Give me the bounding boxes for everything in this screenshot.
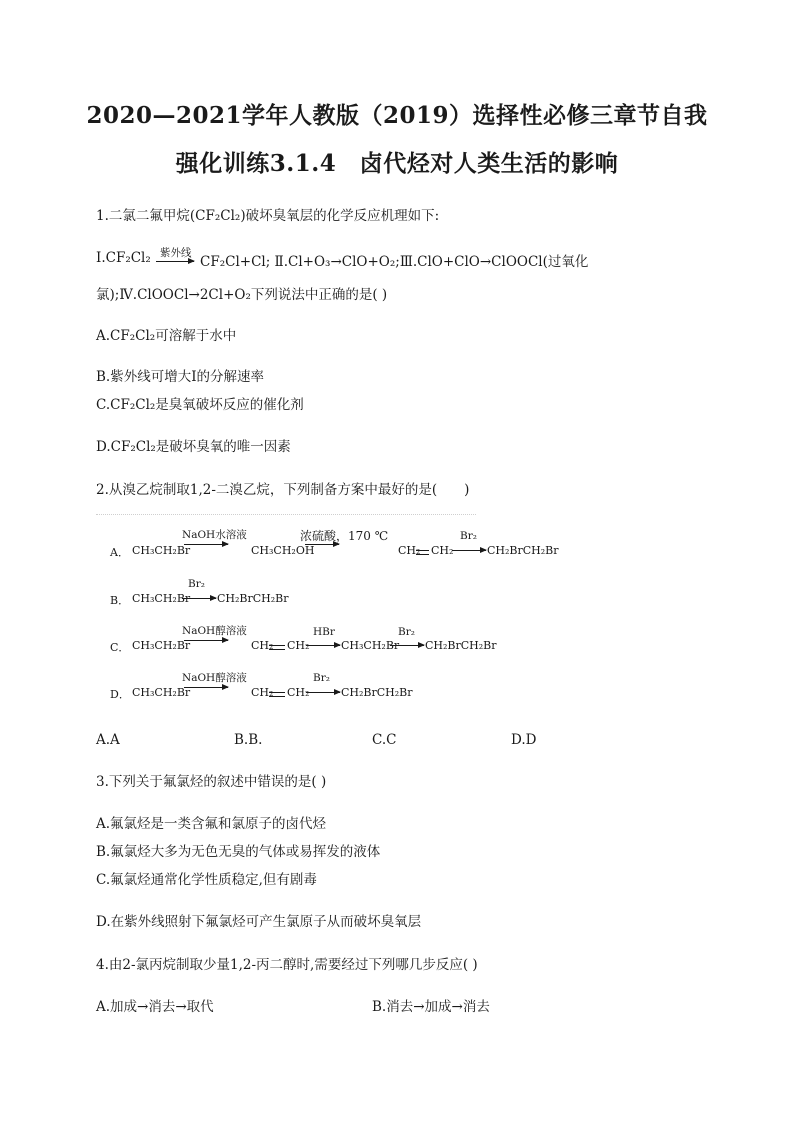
route-a-ethene-left: CH₂ (398, 544, 421, 557)
q1-mechanism-rest: CF₂Cl+Cl; Ⅱ.Cl+O₃→ClO+O₂;Ⅲ.ClO+ClO→ClOOCl(过氧化 (200, 254, 589, 270)
route-d-condition-1: NaOH醇溶液 (182, 672, 247, 684)
route-d-ethene-left: CH₂ (251, 686, 274, 699)
route-c-condition-2: HBr (313, 626, 335, 638)
route-c-reactant: CH₃CH₂Br (132, 639, 191, 652)
route-c-ethene-left: CH₂ (251, 639, 274, 652)
route-b-condition-1: Br₂ (188, 578, 205, 590)
route-a-condition-2: 浓硫酸，170 ℃ (300, 529, 389, 543)
q3-option-b: B.氟氯烃大多为无色无臭的气体或易挥发的液体 (96, 844, 381, 860)
route-d-arrow-1 (184, 687, 228, 688)
q4-option-b: B.消去→加成→消去 (372, 999, 490, 1015)
route-c-label: C． (110, 641, 130, 654)
route-c-arrow-1 (184, 640, 228, 641)
q4-stem: 4.由2-氯丙烷制取少量1,2-丙二醇时,需要经过下列哪几步反应( ) (96, 957, 478, 973)
q3-option-a: A.氟氯烃是一类含氟和氯原子的卤代烃 (96, 816, 327, 832)
route-b-product: CH₂BrCH₂Br (217, 592, 289, 605)
q1-stem: 1.二氯二氟甲烷(CF₂Cl₂)破坏臭氧层的化学反应机理如下: (96, 208, 440, 224)
route-a-reactant: CH₃CH₂Br (132, 544, 191, 557)
route-d-double-bond (269, 692, 285, 697)
q2-answer-b: B.B. (234, 732, 263, 748)
route-a-ethene-right: CH₂ (431, 544, 454, 557)
route-c-arrow-3 (390, 645, 424, 646)
route-a-condition-1: NaOH水溶液 (182, 529, 247, 541)
q1-option-a: A.CF₂Cl₂可溶解于水中 (96, 328, 237, 344)
route-b-label: B． (110, 594, 130, 607)
q1-mechanism-line2: 氯);Ⅳ.ClOOCl→2Cl+O₂下列说法中正确的是( ) (96, 287, 388, 303)
q1-condition-uv: 紫外线 (160, 247, 192, 259)
route-d-product: CH₂BrCH₂Br (341, 686, 413, 699)
route-d-condition-2: Br₂ (313, 672, 330, 684)
q3-option-c: C.氟氯烃通常化学性质稳定,但有剧毒 (96, 872, 317, 888)
route-c-double-bond (269, 645, 285, 650)
q2-answer-d: D.D (511, 732, 537, 748)
faint-divider (96, 514, 476, 515)
route-d-arrow-2 (306, 692, 340, 693)
q2-answer-c: C.C (372, 732, 397, 748)
route-d-ethene-right: CH₂ (287, 686, 310, 699)
q2-stem: 2.从溴乙烷制取1,2-二溴乙烷，下列制备方案中最好的是( ) (96, 482, 470, 498)
document-title-line1: 2020—2021学年人教版（2019）选择性必修三章节自我 (86, 102, 708, 129)
q1-reaction-arrow (156, 261, 194, 262)
route-b-arrow-1 (182, 598, 216, 599)
route-a-arrow-1 (184, 544, 228, 545)
q1-option-d: D.CF₂Cl₂是破坏臭氧的唯一因素 (96, 439, 291, 455)
q4-option-a: A.加成→消去→取代 (96, 999, 214, 1015)
route-c-ethene-right: CH₂ (287, 639, 310, 652)
route-a-arrow-3 (452, 550, 486, 551)
route-c-intermediate: CH₃CH₂Br (341, 639, 400, 652)
q2-answer-a: A.A (96, 732, 120, 748)
q1-option-c: C.CF₂Cl₂是臭氧破坏反应的催化剂 (96, 397, 304, 413)
route-c-arrow-2 (306, 645, 340, 646)
route-a-condition-3: Br₂ (460, 530, 477, 542)
route-c-condition-1: NaOH醇溶液 (182, 625, 247, 637)
route-a-arrow-2 (305, 544, 339, 545)
route-b-reactant: CH₃CH₂Br (132, 592, 191, 605)
route-a-label: A． (110, 546, 129, 559)
route-d-reactant: CH₃CH₂Br (132, 686, 191, 699)
route-a-intermediate-1: CH₃CH₂OH (251, 544, 315, 557)
route-c-condition-3: Br₂ (398, 626, 415, 638)
document-title-line2: 强化训练3.1.4 卤代烃对人类生活的影响 (175, 150, 619, 177)
q1-option-b: B.紫外线可增大Ⅰ的分解速率 (96, 369, 265, 385)
route-a-product: CH₂BrCH₂Br (487, 544, 559, 557)
route-d-label: D． (110, 688, 130, 701)
q3-option-d: D.在紫外线照射下氟氯烃可产生氯原子从而破坏臭氧层 (96, 914, 422, 930)
q1-mechanism-start: Ⅰ.CF₂Cl₂ (96, 250, 151, 266)
q3-stem: 3.下列关于氟氯烃的叙述中错误的是( ) (96, 774, 327, 790)
route-c-product: CH₂BrCH₂Br (425, 639, 497, 652)
route-a-double-bond (416, 550, 429, 555)
